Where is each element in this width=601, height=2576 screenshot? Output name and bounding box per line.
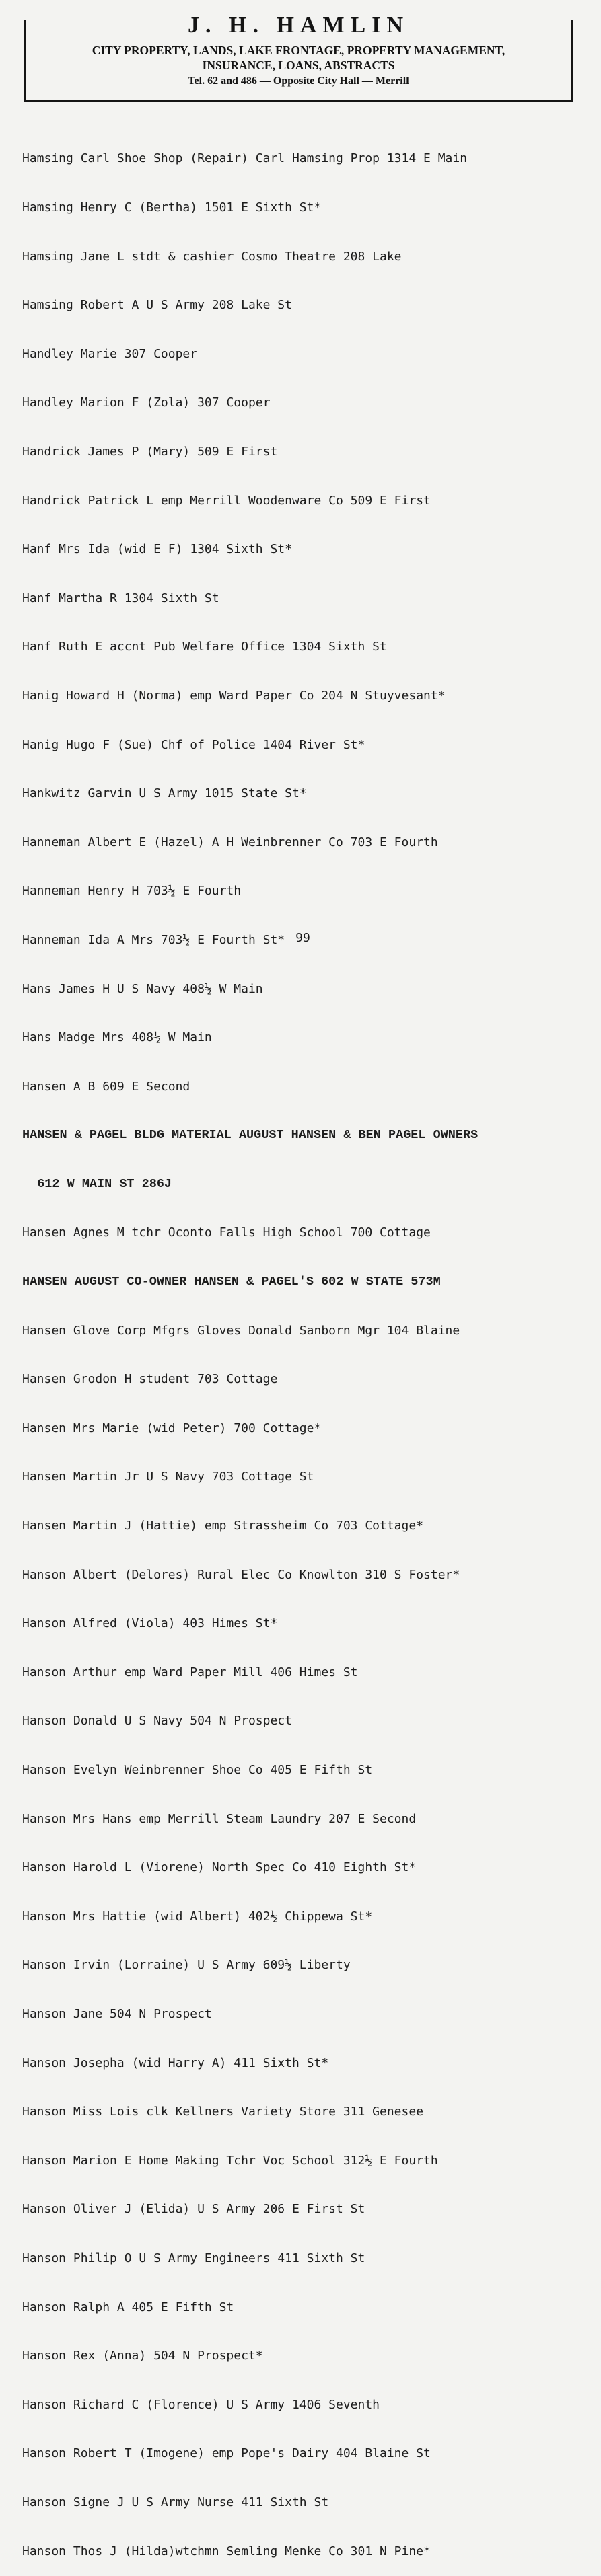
directory-entry: Hanson Irvin (Lorraine) U S Army 609½ Liberty	[22, 1958, 351, 1973]
directory-entry: Hanson Arthur emp Ward Paper Mill 406 Himes St	[22, 1665, 358, 1679]
directory-entry: Hanson Mrs Hattie (wid Albert) 402½ Chippewa St*	[22, 1909, 373, 1924]
directory-entry: Hansen Agnes M tchr Oconto Falls High School 700 Cottage	[22, 1225, 431, 1240]
directory-entry: Hanf Mrs Ida (wid E F) 1304 Sixth St*	[22, 542, 292, 557]
directory-entry: Hanig Howard H (Norma) emp Ward Paper Co 204 N Stuyvesant*	[22, 688, 446, 703]
directory-entry: Hansen Grodon H student 703 Cottage	[22, 1372, 278, 1387]
directory-entry: Hanson Mrs Hans emp Merrill Steam Laundry 207 E Second	[22, 1811, 417, 1826]
business-listing-bold: HANSEN & PAGEL BLDG MATERIAL AUGUST HANSEN & BEN PAGEL OWNERS	[22, 1128, 479, 1143]
directory-entry: Hamsing Robert A U S Army 208 Lake St	[22, 298, 292, 313]
directory-entry: Handrick Patrick L emp Merrill Woodenware Co 509 E First	[22, 493, 431, 508]
directory-entry: Hanson Marion E Home Making Tchr Voc School 312½ E Fourth	[22, 2153, 438, 2168]
directory-entry: Hanson Jane 504 N Prospect	[22, 2006, 212, 2021]
directory-entry: Hanig Hugo F (Sue) Chf of Police 1404 River St*	[22, 737, 365, 752]
directory-listing	[22, 118, 594, 2559]
directory-entry: Hansen Glove Corp Mfgrs Gloves Donald Sanborn Mgr 104 Blaine	[22, 1323, 460, 1338]
directory-entry: Hanson Rex (Anna) 504 N Prospect*	[22, 2349, 263, 2363]
directory-entry: Hanson Robert T (Imogene) emp Pope's Dairy 404 Blaine St	[22, 2446, 431, 2461]
directory-entry: Hanson Alfred (Viola) 403 Himes St*	[22, 1616, 278, 1631]
directory-entry: Hanf Ruth E accnt Pub Welfare Office 1304 Sixth St	[22, 640, 387, 654]
directory-entry: Hanf Martha R 1304 Sixth St	[22, 591, 219, 605]
hamlin-advertisement	[24, 13, 573, 102]
advertisement-line-2: INSURANCE, LOANS, ABSTRACTS	[202, 59, 395, 72]
directory-entry: Hanson Albert (Delores) Rural Elec Co Knowlton 310 S Foster*	[22, 1567, 460, 1582]
directory-entry: Hanson Thos J (Hilda)wtchmn Semling Menke Co 301 N Pine*	[22, 2544, 431, 2559]
directory-entry: Hamsing Jane L stdt & cashier Cosmo Theatre 208 Lake	[22, 249, 402, 264]
advertisement-heading: J. H. HAMLIN	[188, 13, 409, 38]
directory-entry: Hanson Ralph A 405 E Fifth St	[22, 2300, 234, 2314]
directory-entry: Hanson Donald U S Navy 504 N Prospect	[22, 1714, 292, 1729]
directory-entry: Handley Marion F (Zola) 307 Cooper	[22, 395, 271, 410]
directory-entry: Hanson Oliver J (Elida) U S Army 206 E First St	[22, 2202, 365, 2217]
directory-entry: Hans Madge Mrs 408½ W Main	[22, 1030, 212, 1045]
directory-entry: Hanson Josepha (wid Harry A) 411 Sixth St*	[22, 2055, 329, 2070]
directory-entry: Hamsing Henry C (Bertha) 1501 E Sixth St*	[22, 200, 322, 215]
directory-entry: Hanneman Henry H 703½ E Fourth	[22, 884, 242, 899]
directory-entry: Hanson Evelyn Weinbrenner Shoe Co 405 E Fifth St	[22, 1763, 373, 1777]
directory-entry: Handrick James P (Mary) 509 E First	[22, 444, 278, 459]
directory-entry: Hamsing Carl Shoe Shop (Repair) Carl Hamsing Prop 1314 E Main	[22, 151, 468, 166]
directory-entry: Handley Marie 307 Cooper	[22, 346, 198, 361]
directory-entry: Hanson Signe J U S Army Nurse 411 Sixth St	[22, 2495, 329, 2509]
directory-entry: Hanneman Albert E (Hazel) A H Weinbrenner Co 703 E Fourth	[22, 835, 438, 849]
directory-entry: Hankwitz Garvin U S Army 1015 State St*	[22, 786, 307, 801]
directory-entry: Hansen A B 609 E Second	[22, 1079, 190, 1094]
directory-entry: Hansen Mrs Marie (wid Peter) 700 Cottage*	[22, 1420, 322, 1435]
advertisement-line-1: CITY PROPERTY, LANDS, LAKE FRONTAGE, PROPERTY MANAGEMENT,	[92, 44, 505, 57]
directory-entry: Hanson Miss Lois clk Kellners Variety Store 311 Genesee	[22, 2105, 424, 2119]
directory-entry: Hanson Richard C (Florence) U S Army 1406 Seventh	[22, 2397, 380, 2412]
business-listing-bold: HANSEN AUGUST CO-OWNER HANSEN & PAGEL'S 602 W STATE 573M	[22, 1275, 441, 1289]
advertisement-line-3: Tel. 62 and 486 — Opposite City Hall — Merrill	[188, 75, 409, 87]
directory-entry: Hansen Martin Jr U S Navy 703 Cottage St	[22, 1470, 314, 1484]
page-number: 99	[295, 931, 310, 945]
directory-entry: Hanson Harold L (Viorene) North Spec Co 410 Eighth St*	[22, 1860, 417, 1875]
directory-entry: Hanneman Ida A Mrs 703½ E Fourth St*	[22, 932, 285, 947]
directory-entry: Hansen Martin J (Hattie) emp Strassheim Co 703 Cottage*	[22, 1519, 424, 1533]
business-listing-bold-continued: 612 W MAIN ST 286J	[22, 1176, 172, 1191]
directory-entry: Hans James H U S Navy 408½ W Main	[22, 981, 263, 996]
directory-entry: Hanson Philip O U S Army Engineers 411 Sixth St	[22, 2250, 365, 2265]
